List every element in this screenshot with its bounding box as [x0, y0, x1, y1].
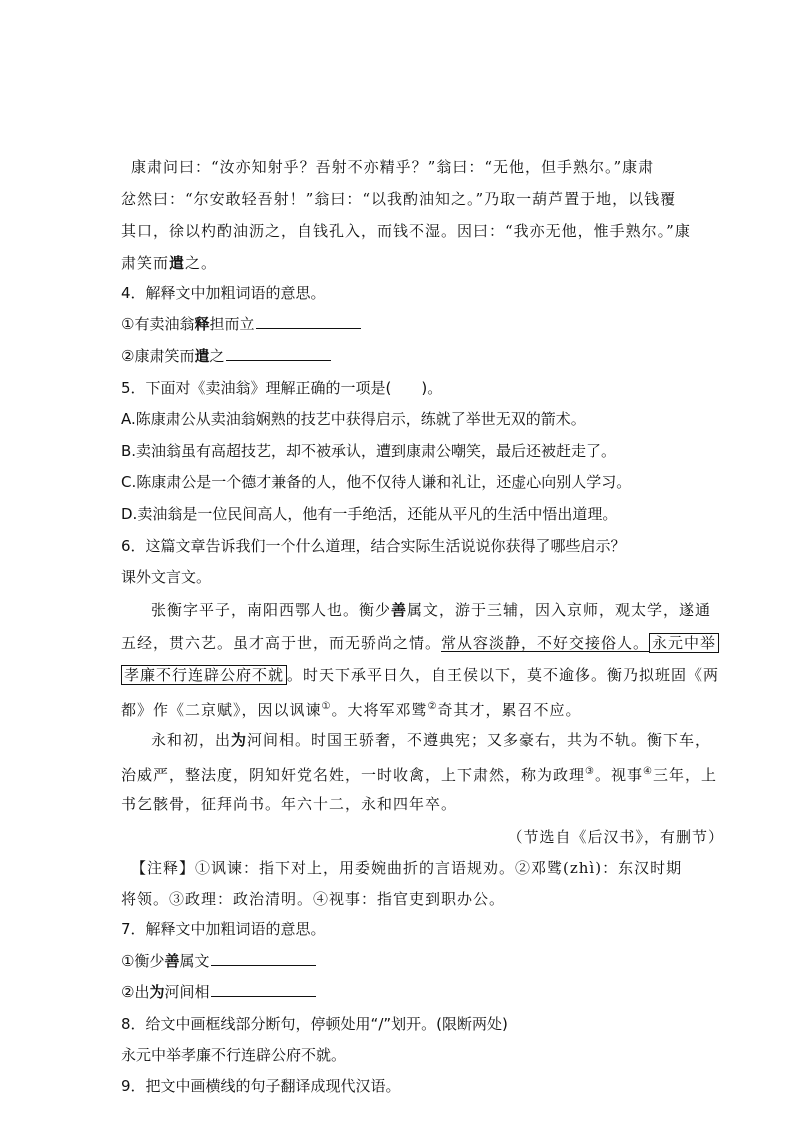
passage3-line1: 永和初，出为河间相。时国王骄奢，不遵典宪；又多豪右，共为不轨。衡下车，: [151, 731, 712, 749]
q8-title: 8．给文中画框线部分断句，停顿处用“/”划开。(限断两处): [121, 1015, 508, 1033]
q4-item2-answer-blank[interactable]: [226, 346, 331, 361]
boxed-text-part1: 永元中举: [649, 633, 719, 653]
q7-item2: ②出为河间相: [121, 982, 681, 1002]
passage1-line2: 忿然曰：“尔安敢轻吾射！”翁曰：“以我酌油知之。”乃取一葫芦置于地，以钱覆: [121, 190, 677, 208]
passage1-line4: 肃笑而遣之。: [121, 254, 218, 272]
q5-option-a: A.陈康肃公从卖油翁娴熟的技艺中获得启示，练就了举世无双的箭术。: [121, 410, 586, 428]
underlined-sentence: 常从容淡静，不好交接俗人。: [441, 634, 650, 652]
passage2-line1: 张衡字平子，南阳西鄂人也。衡少善属文，游于三辅，因入京师，观太学，遂通: [151, 601, 712, 619]
passage3-line3: 书乞骸骨，征拜尚书。年六十二，永和四年卒。: [121, 795, 458, 813]
passage3-line2: 治威严，整法度，阴知奸党名姓，一时收禽，上下肃然，称为政理③。视事④三年，上: [121, 766, 717, 784]
q5-title: 5．下面对《卖油翁》理解正确的一项是( )。: [121, 379, 443, 397]
passage1-line3: 其口，徐以杓酌油沥之，自钱孔入，而钱不湿。因曰：“我亦无他，惟手熟尔。”康: [121, 222, 691, 240]
passage2-line3: 孝廉不行连辟公府不就 。时天下承平日久，自王侯以下，莫不逾侈。衡乃拟班固《两: [121, 665, 681, 685]
section-heading: 课外文言文。: [121, 568, 212, 586]
q9-title: 9．把文中画横线的句子翻译成现代汉语。: [121, 1077, 401, 1095]
passage2-line4: 都》作《二京赋》，因以讽谏①。大将军邓骘②奇其才，累召不应。: [121, 701, 582, 719]
notes-line2: 将领。③政理：政治清明。④视事：指官吏到职办公。: [121, 890, 506, 908]
q4-item2: ②康肃笑而遣之: [121, 346, 681, 366]
q7-item1: ①衡少善属文: [121, 951, 681, 971]
q7-item2-answer-blank[interactable]: [211, 982, 316, 997]
q4-item1-answer-blank[interactable]: [256, 314, 361, 329]
q7-title: 7．解释文中加粗词语的意思。: [121, 920, 326, 938]
q5-option-c: C.陈康肃公是一个德才兼备的人，他不仅待人谦和礼让，还虚心向别人学习。: [121, 473, 632, 491]
q8-text: 永元中举孝廉不行连辟公府不就。: [121, 1046, 347, 1064]
passage2-line2: 五经，贯六艺。虽才高于世，而无骄尚之情。常从容淡静，不好交接俗人。 永元中举: [121, 633, 681, 653]
q4-item1: ①有卖油翁释担而立: [121, 314, 681, 334]
q5-option-b: B.卖油翁虽有高超技艺，却不被承认，遭到康肃公嘲笑，最后还被赶走了。: [121, 442, 617, 460]
q5-option-d: D.卖油翁是一位民间高人，他有一手绝活，还能从平凡的生活中悟出道理。: [121, 505, 618, 523]
q6-title: 6．这篇文章告诉我们一个什么道理，结合实际生活说说你获得了哪些启示？: [121, 537, 626, 555]
q7-item1-answer-blank[interactable]: [211, 951, 316, 966]
boxed-text-part2: 孝廉不行连辟公府不就: [121, 665, 287, 685]
notes-line1: 【注释】①讽谏：指下对上，用委婉曲折的言语规劝。②邓骘(zhì)：东汉时期: [131, 859, 683, 877]
passage1-line1: 康肃问曰：“汝亦知射乎？吾射不亦精乎？”翁曰：“无他，但手熟尔。”康肃: [131, 158, 655, 176]
source-citation: （节选自《后汉书》，有删节）: [507, 828, 724, 846]
q4-title: 4．解释文中加粗词语的意思。: [121, 284, 326, 302]
